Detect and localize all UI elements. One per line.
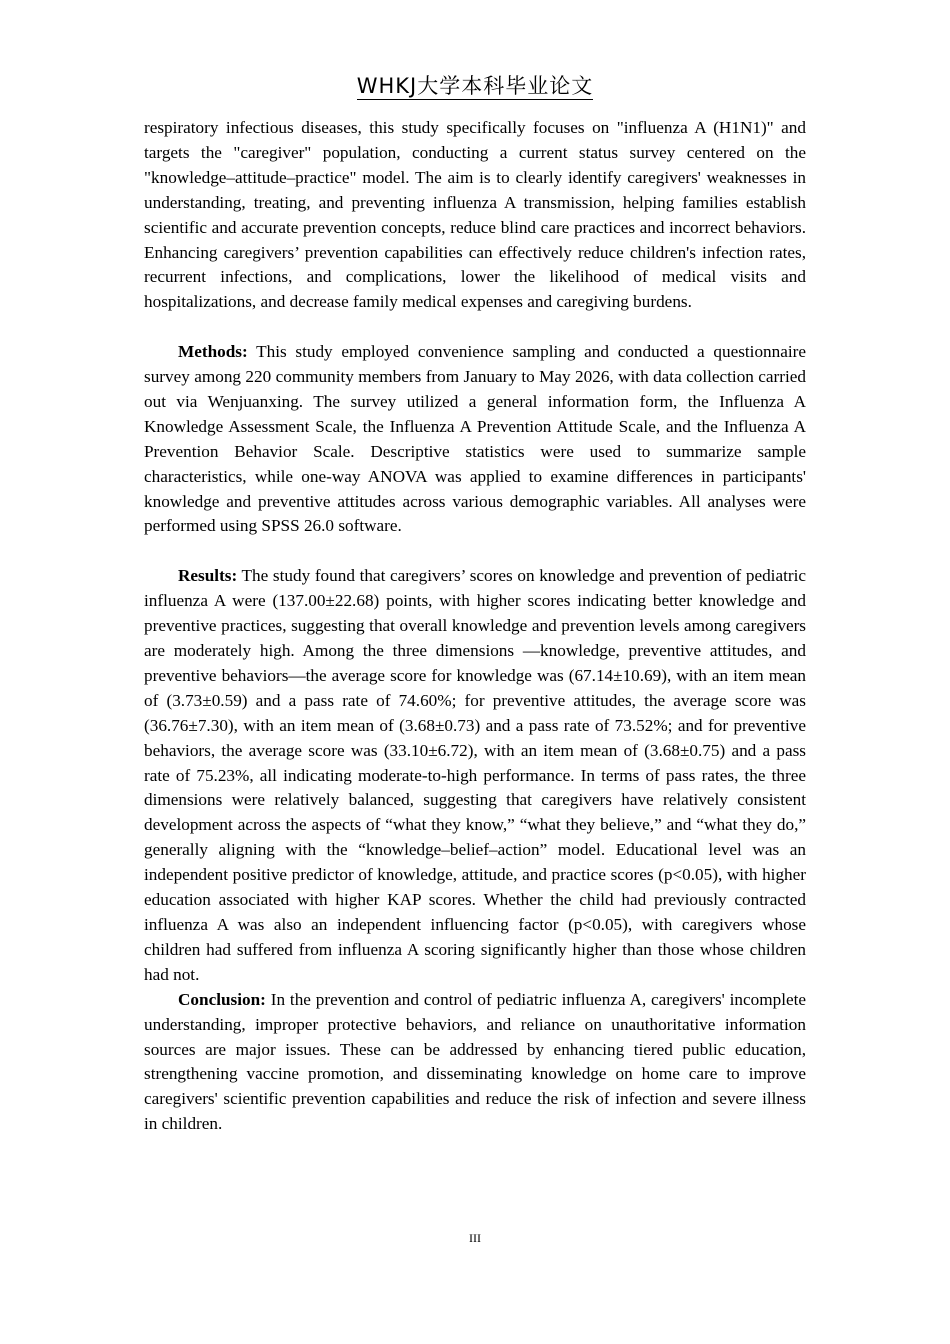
methods-text: This study employed convenience sampling and conducted a questionnaire survey among 220 community members from January to May 2026, with data collection carried out via Wenjuanxing. The survey utilized a general information form, the Influenza A Knowledge Assessment Scale, the Influenza A Prevention Attitude Scale, and the Influenza A Prevention Behavior Scale. Descriptive statistics were used to summarize sample characteristics, while one-way ANOVA was applied to examine differences in participants' knowledge and preventive attitudes across various demographic variables. All analyses were performed using SPSS 26.0 software. (144, 342, 806, 536)
page-header (0, 70, 950, 102)
results-text: The study found that caregivers’ scores on knowledge and prevention of pediatric influenza A were (137.00±22.68) points, with higher scores indicating better knowledge and preventive practices, suggesting that overall knowledge and prevention levels among caregivers are moderately high. Among the three dimensions —knowledge, preventive attitudes, and preventive behaviors—the average score for knowledge was (67.14±10.69), with an item mean of (3.73±0.59) and a pass rate of 74.60%; for preventive attitudes, the average score was (36.76±7.30), with an item mean of (3.68±0.73) and a pass rate of 73.52%; and for preventive behaviors, the average score was (33.10±6.72), with an item mean of (3.68±0.75) and a pass rate of 75.23%, all indicating moderate-to-high performance. In terms of pass rates, the three dimensions were relatively balanced, suggesting that caregivers have relatively consistent development across the aspects of “what they know,” “what they believe,” and “what they do,” generally aligning with the “knowledge–belief–action” model. Educational level was an independent positive predictor of knowledge, attitude, and practice scores (p<0.05), with higher education associated with higher KAP scores. Whether the child had previously contracted influenza A was also an independent influencing factor (p<0.05), with caregivers whose children had suffered from influenza A scoring significantly higher than those whose children had not. (144, 566, 806, 984)
conclusion-paragraph (144, 988, 806, 1137)
methods-label: Methods: (178, 342, 248, 362)
paragraph-gap (144, 539, 806, 564)
results-label: Results: (178, 566, 238, 586)
results-paragraph (144, 564, 806, 987)
methods-paragraph (144, 340, 806, 539)
page-number: III (469, 1231, 481, 1245)
paragraph-gap (144, 315, 806, 340)
conclusion-text: In the prevention and control of pediatric influenza A, caregivers' incomplete understanding, improper protective behaviors, and reliance on unauthoritative information sources are major issues. These can be addressed by enhancing tiered public education, strengthening vaccine promotion, and disseminating knowledge on home care to improve caregivers' scientific prevention capabilities and reduce the risk of infection and severe illness in children. (144, 989, 806, 1134)
abstract-body (144, 116, 806, 1137)
intro-paragraph: respiratory infectious diseases, this study specifically focuses on "influenza A (H1N1)" and targets the "caregiver" population, conducting a current status survey centered on the "knowledge–attitude–practice" model. The aim is to clearly identify caregivers' weaknesses in understanding, treating, and preventing influenza A transmission, helping families establish scientific and accurate prevention concepts, reduce blind care practices and incorrect behaviors. Enhancing caregivers’ prevention capabilities can effectively reduce children's infection rates, recurrent infections, and complications, lower the likelihood of medical visits and hospitalizations, and decrease family medical expenses and caregiving burdens. (144, 118, 806, 312)
conclusion-label: Conclusion: (178, 989, 266, 1009)
thesis-header-title: WHKJ大学本科毕业论文 (356, 74, 594, 98)
